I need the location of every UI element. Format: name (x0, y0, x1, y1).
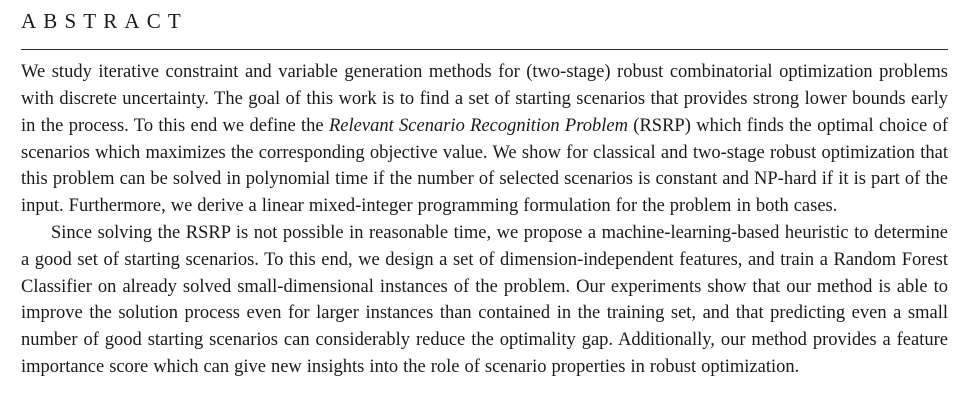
paragraph-1-text-before-italic: We study iterative constraint and variable generation methods for (two-stage) robust combinatorial optimization problems with discrete uncertainty. The goal of this work is to find a set of starting scenarios that provides strong lower bounds early in the process. To this end we define the (21, 62, 948, 136)
abstract-paragraph-2: Since solving the RSRP is not possible in reasonable time, we propose a machine-learning-based heuristic to determine a good set of starting scenarios. To this end, we design a set of dimension-independent features, and train a Random Forest Classifier on already solved small-dimensional instances of the problem. Our experiments show that our method is able to improve the solution process even for larger instances than contained in the training set, and that predicting even a small number of good starting scenarios can considerably reduce the optimality gap. Additionally, our method provides a feature importance score which can give new insights into the role of scenario properties in robust optimization. (21, 222, 948, 377)
paragraph-1-text-after-italic: (RSRP) which finds the optimal choice of scenarios which maximizes the corresponding objective value. We show for classical and two-stage robust optimization that this problem can be solved in polynomial time if the number of selected scenarios is constant and NP-hard if it is part of the input. Furthermore, we derive a linear mixed-integer programming formulation for the problem in both cases. (21, 115, 948, 217)
abstract-paragraph-1 (21, 59, 948, 220)
abstract-heading: ABSTRACT (21, 9, 188, 33)
abstract-body (21, 59, 948, 381)
heading-divider (21, 49, 948, 50)
italic-term-relevant-scenario-recognition-problem: Relevant Scenario Recognition Problem (329, 115, 628, 136)
